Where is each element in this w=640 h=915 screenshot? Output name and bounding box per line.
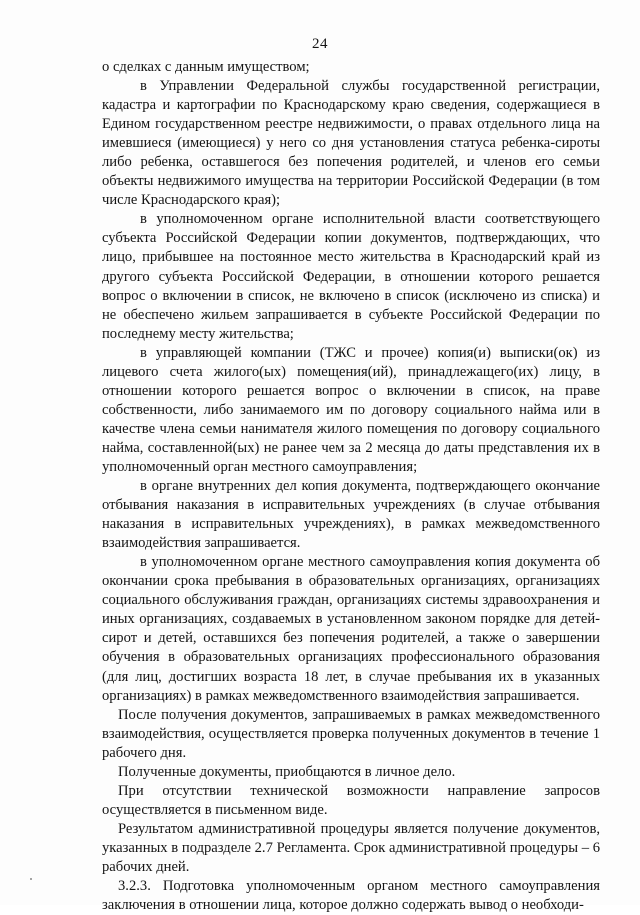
paragraph-local-government: в уполномоченном органе местного самоуправления копия документа об окончании срока пребывания в образовательных организациях, организациях социального обслуживания граждан, организациях системы здравоохранения и иных организациях, создаваемых в установленном законом порядке для детей-сирот и детей, оставшихся без попечения родителей, а также о завершении обучения в образовательных организациях профессионального образования (для лиц, достигших возраста 18 лет, в случае пребывания их в указанных организациях) в рамках межведомственного взаимодействия запрашивается. <box>102 554 600 704</box>
document-body <box>102 58 600 915</box>
paragraph-management-company: в управляющей компании (ТЖС и прочее) копия(и) выписки(ок) из лицевого счета жилого(ых) помещения(ий), принадлежащего(их) лицу, в отношении которого решается вопрос о включении в список, на праве собственности, либо занимаемого им по договору социального найма или в качестве члена семьи нанимателя жилого помещения по договору социального найма, составленной(ых) не ранее чем за 2 месяца до даты представления их в уполномоченный орган местного самоуправления; <box>102 344 600 475</box>
paragraph-procedure-result: Результатом административной процедуры является получение документов, указанных в подразделе 2.7 Регламента. Срок административной процедуры – 6 рабочих дней. <box>102 820 600 875</box>
paragraph-personal-file: Полученные документы, приобщаются в личное дело. <box>118 763 456 780</box>
page-number: 24 <box>312 36 328 52</box>
paragraph-written-requests: При отсутствии технической возможности направление запросов осуществляется в письменном виде. <box>102 782 600 818</box>
paragraph-internal-affairs: в органе внутренних дел копия документа, подтверждающего окончание отбывания наказания в исправительных учреждениях (в случае отбывания наказания в исправительных учреждениях), в рамках межведомственного взаимодействия запрашивается. <box>102 478 600 552</box>
paragraph-property-deals: о сделках с данным имуществом; <box>102 59 310 75</box>
scan-speck <box>30 878 32 880</box>
paragraph-executive-body: в уполномоченном органе исполнительной власти соответствующего субъекта Российской Федерации копии документов, подтверждающих, что лицо, прибывшее на постоянное место жительства в Краснодарский край из другого субъекта Российской Федерации, в отношении которого решается вопрос о включении в список, не включено в список (исключено из списка) и не обеспечено жильем запрашивается в субъекте Российской Федерации по последнему месту жительства; <box>102 211 600 342</box>
paragraph-section-3-2-3: 3.2.3. Подготовка уполномоченным органом местного самоуправления заключения в отношении лица, которое должно содержать вывод о необходи- <box>102 878 600 914</box>
paragraph-verification: После получения документов, запрашиваемых в рамках межведомственного взаимодействия, осуществляется проверка полученных документов в течение 1 рабочего дня. <box>102 706 600 761</box>
paragraph-rosreestr: в Управлении Федеральной службы государственной регистрации, кадастра и картографии по Краснодарскому краю сведения, содержащиеся в Едином государственном реестре недвижимости, о правах отдельного лица на имевшиеся (имеющиеся) у него со дня установления статуса ребенка-сироты либо ребенка, оставшегося без попечения родителей, и членов его семьи объекты недвижимого имущества на территории Российской Федерации (в том числе Краснодарского края); <box>102 78 600 209</box>
